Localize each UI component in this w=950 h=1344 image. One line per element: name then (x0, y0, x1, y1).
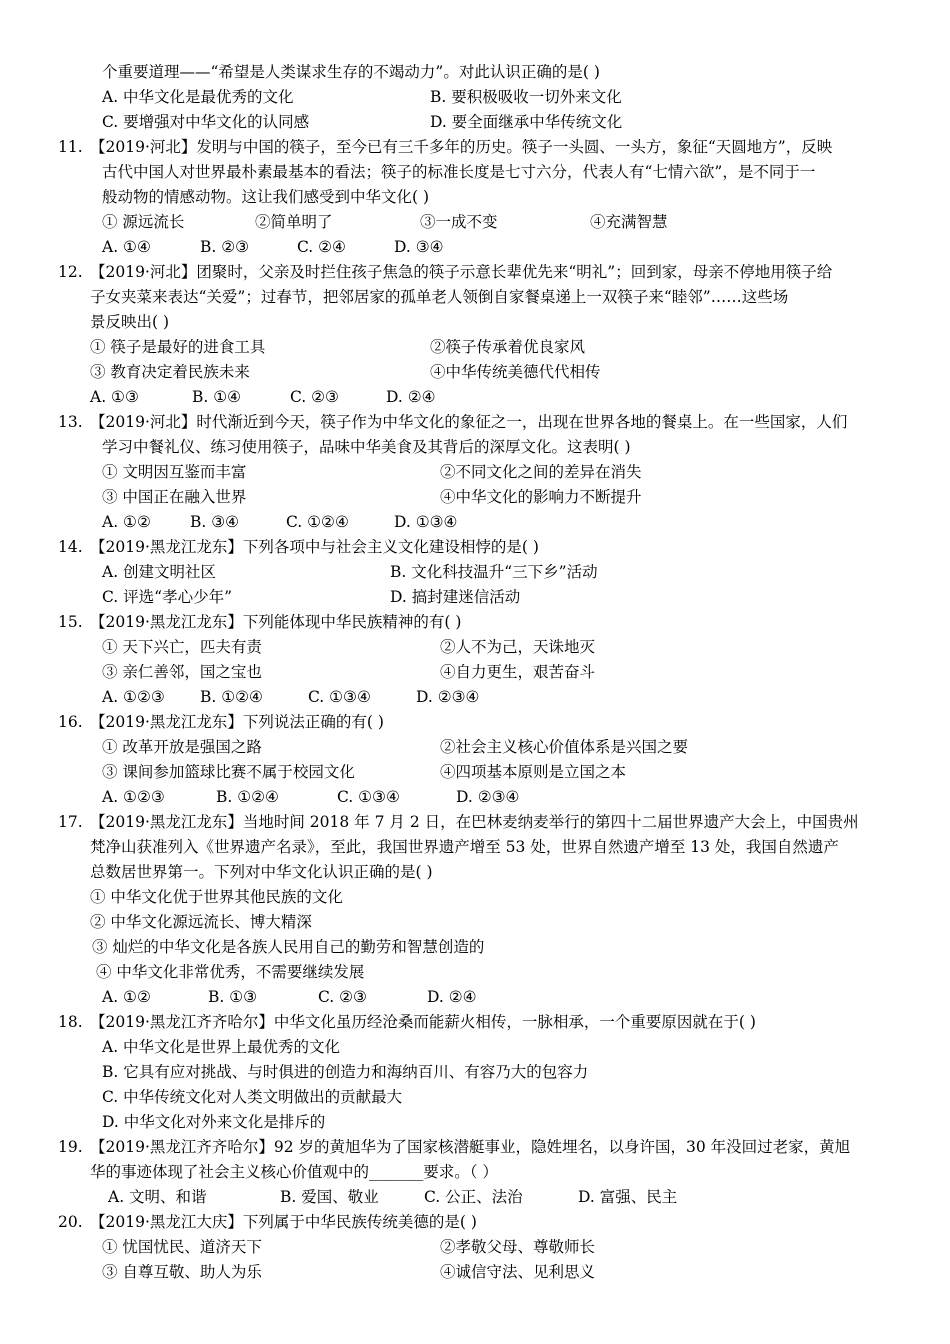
question-10-options-row-1 (0, 85, 950, 110)
question-12-stem-line-1: 12. 【2019·河北】团聚时，父亲及时拦住孩子焦急的筷子示意长辈优先来“明礼”；回到家，母亲不停地用筷子给 (0, 260, 950, 285)
question-14-stem-line-1: 14. 【2019·黑龙江龙东】下列各项中与社会主义文化建设相悖的是( ) (0, 535, 950, 560)
question-17-item-3: ③ 灿烂的中华文化是各族人民用自己的勤劳和智慧创造的 (92, 938, 485, 956)
question-20-items-row-2 (0, 1260, 950, 1285)
answer-b: B. ①③ (208, 988, 258, 1006)
option-c: C. 评选“孝心少年” (102, 588, 233, 606)
item-4: ④中华文化的影响力不断提升 (440, 488, 642, 506)
item-3: ③ 自尊互敬、助人为乐 (102, 1263, 262, 1281)
question-number: 18. (58, 1013, 83, 1031)
question-11-stem-line-1: 11. 【2019·河北】发明与中国的筷子，至今已有三千多年的历史。筷子一头圆、一头方，象征“天圆地方”，反映 (0, 135, 950, 160)
item-3: ③ 中国正在融入世界 (102, 488, 247, 506)
answer-d: D. 富强、民主 (578, 1188, 678, 1206)
item-3: ③ 教育决定着民族未来 (90, 363, 250, 381)
question-17-answers (0, 985, 950, 1010)
item-3: ③一成不变 (420, 213, 498, 231)
option-a: A. 创建文明社区 (102, 563, 217, 581)
question-number: 19. (58, 1138, 83, 1156)
item-4: ④四项基本原则是立国之本 (440, 763, 627, 781)
option-b: B. 要积极吸收一切外来文化 (430, 88, 622, 106)
question-13-stem-line-1: 13. 【2019·河北】时代渐近到今天，筷子作为中华文化的象征之一，出现在世界各地的餐桌上。在一些国家，人们 (0, 410, 950, 435)
option-a: A. 中华文化是世界上最优秀的文化 (102, 1038, 341, 1056)
option-b: B. 文化科技温升“三下乡”活动 (390, 563, 598, 581)
question-11-answers (0, 235, 950, 260)
worksheet-page (0, 60, 950, 1285)
answer-d: D. ③④ (394, 238, 444, 256)
question-16-items-row-1 (0, 735, 950, 760)
option-d: D. 搞封建迷信活动 (390, 588, 521, 606)
item-1: ① 天下兴亡，匹夫有责 (102, 638, 262, 656)
question-12-items-row-1 (0, 335, 950, 360)
answer-d: D. ②④ (427, 988, 477, 1006)
option-c: C. 中华传统文化对人类文明做出的贡献最大 (102, 1088, 403, 1106)
question-15-items-row-2 (0, 660, 950, 685)
item-4: ④诚信守法、见利思义 (440, 1263, 596, 1281)
answer-d: D. ②③④ (416, 688, 480, 706)
question-15-items-row-1 (0, 635, 950, 660)
question-15-answers (0, 685, 950, 710)
question-12-stem-line-2: 子女夹菜来表达“关爱”；过春节，把邻居家的孤单老人领倒自家餐桌递上一双筷子来“睦邻”……这些场 (90, 288, 789, 306)
answer-c: C. ①③④ (337, 788, 400, 806)
item-1: ① 筷子是最好的进食工具 (90, 338, 266, 356)
answer-b: B. ②③ (200, 238, 250, 256)
question-17-item-1: ① 中华文化优于世界其他民族的文化 (90, 888, 343, 906)
question-20-stem-line-1: 20. 【2019·黑龙江大庆】下列属于中华民族传统美德的是( ) (0, 1210, 950, 1235)
question-13-stem-line-2: 学习中餐礼仪、练习使用筷子，品味中华美食及其背后的深厚文化。这表明( ) (102, 438, 631, 456)
question-11-stem-line-3: 般动物的情感动物。这让我们感受到中华文化( ) (102, 188, 430, 206)
answer-b: B. ①②④ (216, 788, 279, 806)
item-3: ③ 课间参加篮球比赛不属于校园文化 (102, 763, 355, 781)
item-4: ④中华传统美德代代相传 (430, 363, 601, 381)
item-3: ③ 亲仁善邻，国之宝也 (102, 663, 262, 681)
answer-a: A. ①② (102, 988, 151, 1006)
answer-c: C. ①③④ (308, 688, 371, 706)
item-2: ②孝敬父母、尊敬师长 (440, 1238, 596, 1256)
item-2: ②简单明了 (255, 213, 333, 231)
item-2: ②不同文化之间的差异在消失 (440, 463, 642, 481)
question-11-items (0, 210, 950, 235)
question-17-item-2: ② 中华文化源远流长、博大精深 (90, 913, 312, 931)
question-number: 20. (58, 1213, 83, 1231)
option-d: D. 要全面继承中华传统文化 (430, 113, 623, 131)
question-number: 17. (58, 813, 83, 831)
question-17-stem-line-2: 梵净山获准列入《世界遗产名录》，至此，我国世界遗产增至 53 处，世界自然遗产增至 13 处，我国自然遗产 (90, 838, 839, 856)
answer-d: D. ①③④ (394, 513, 458, 531)
answer-b: B. 爱国、敬业 (280, 1188, 379, 1206)
question-12-stem-line-3: 景反映出( ) (90, 313, 170, 331)
option-c: C. 要增强对中华文化的认同感 (102, 113, 310, 131)
question-11-stem-line-2: 古代中国人对世界最朴素最基本的看法；筷子的标准长度是七寸六分，代表人有“七情六欲”，是不同于一 (102, 163, 816, 181)
question-17-item-4: ④ 中华文化非常优秀，不需要继续发展 (96, 963, 365, 981)
question-10-tail: 个重要道理——“希望是人类谋求生存的不竭动力”。对此认识正确的是( ) (102, 63, 600, 81)
item-2: ②筷子传承着优良家风 (430, 338, 586, 356)
question-12-answers (0, 385, 950, 410)
item-2: ②人不为己，天诛地灭 (440, 638, 596, 656)
answer-c: C. 公正、法治 (424, 1188, 523, 1206)
answer-c: C. ②③ (290, 388, 339, 406)
answer-a: A. ①②③ (102, 688, 165, 706)
answer-c: C. ②④ (297, 238, 346, 256)
question-16-stem-line-1: 16. 【2019·黑龙江龙东】下列说法正确的有( ) (0, 710, 950, 735)
question-13-items-row-1 (0, 460, 950, 485)
question-19-stem-line-1: 19. 【2019·黑龙江齐齐哈尔】92 岁的黄旭华为了国家核潜艇事业，隐姓埋名，以身许国，30 年没回过老家，黄旭 (0, 1135, 950, 1160)
question-18-stem-line-1: 18. 【2019·黑龙江齐齐哈尔】中华文化虽历经沧桑而能薪火相传，一脉相承，一个重要原因就在于( ) (0, 1010, 950, 1035)
answer-c: C. ①②④ (286, 513, 349, 531)
question-number: 15. (58, 613, 83, 631)
question-number: 11. (58, 138, 83, 156)
question-14-options-row-2 (0, 585, 950, 610)
answer-b: B. ①④ (192, 388, 242, 406)
question-13-items-row-2 (0, 485, 950, 510)
item-1: ① 改革开放是强国之路 (102, 738, 262, 756)
option-b: B. 它具有应对挑战、与时俱进的创造力和海纳百川、有容乃大的包容力 (102, 1063, 589, 1081)
item-1: ① 源远流长 (102, 213, 185, 231)
answer-a: A. ①②③ (102, 788, 165, 806)
question-17-stem-line-1: 17. 【2019·黑龙江龙东】当地时间 2018 年 7 月 2 日，在巴林麦纳麦举行的第四十二届世界遗产大会上，中国贵州 (0, 810, 950, 835)
answer-c: C. ②③ (318, 988, 367, 1006)
question-16-items-row-2 (0, 760, 950, 785)
answer-d: D. ②④ (386, 388, 436, 406)
item-4: ④自力更生，艰苦奋斗 (440, 663, 596, 681)
item-2: ②社会主义核心价值体系是兴国之要 (440, 738, 689, 756)
item-1: ① 忧国忧民、道济天下 (102, 1238, 262, 1256)
answer-d: D. ②③④ (456, 788, 520, 806)
question-19-answers (0, 1185, 950, 1210)
question-number: 12. (58, 263, 83, 281)
question-13-answers (0, 510, 950, 535)
question-17-stem-line-3: 总数居世界第一。下列对中华文化认识正确的是( ) (90, 863, 433, 881)
question-12-items-row-2 (0, 360, 950, 385)
question-20-items-row-1 (0, 1235, 950, 1260)
question-14-options-row-1 (0, 560, 950, 585)
question-15-stem-line-1: 15. 【2019·黑龙江龙东】下列能体现中华民族精神的有( ) (0, 610, 950, 635)
question-number: 14. (58, 538, 83, 556)
answer-a: A. ①② (102, 513, 151, 531)
answer-b: B. ①②④ (200, 688, 263, 706)
question-number: 13. (58, 413, 83, 431)
option-a: A. 中华文化是最优秀的文化 (102, 88, 294, 106)
question-19-stem-line-2: 华的事迹体现了社会主义核心价值观中的_______要求。（ ） (90, 1163, 498, 1181)
item-4: ④充满智慧 (590, 213, 668, 231)
answer-a: A. ①③ (90, 388, 139, 406)
question-number: 16. (58, 713, 83, 731)
question-10-options-row-2 (0, 110, 950, 135)
option-d: D. 中华文化对外来文化是排斥的 (102, 1113, 326, 1131)
answer-b: B. ③④ (190, 513, 240, 531)
answer-a: A. 文明、和谐 (108, 1188, 207, 1206)
item-1: ① 文明因互鉴而丰富 (102, 463, 247, 481)
question-16-answers (0, 785, 950, 810)
answer-a: A. ①④ (102, 238, 151, 256)
